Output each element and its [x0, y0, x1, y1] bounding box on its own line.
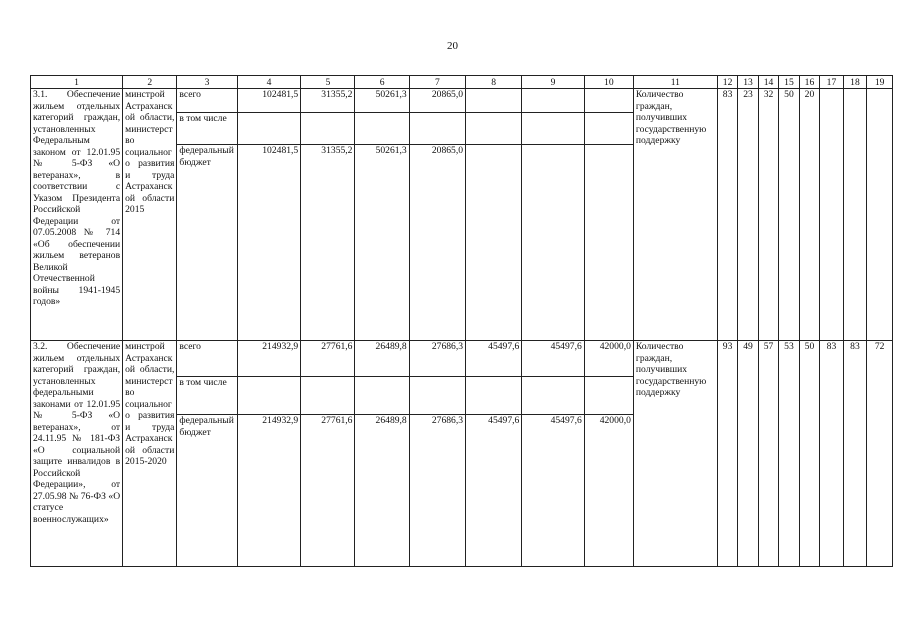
header-cell: 2	[123, 76, 177, 89]
amount-cell: 20865,0	[409, 145, 465, 341]
amount-cell: 45497,6	[522, 341, 584, 377]
header-cell: 4	[237, 76, 300, 89]
amount-cell: 26489,8	[355, 415, 409, 567]
table-row	[31, 89, 893, 113]
amount-cell	[409, 113, 465, 145]
source-label: федеральный бюджет	[177, 145, 237, 341]
source-label: в том числе	[177, 377, 237, 415]
amount-cell	[522, 377, 584, 415]
header-row	[31, 76, 893, 89]
amount-cell	[466, 377, 522, 415]
amount-cell	[522, 145, 584, 341]
header-cell: 12	[717, 76, 737, 89]
header-cell: 17	[820, 76, 844, 89]
amount-cell: 45497,6	[466, 415, 522, 567]
header-cell: 16	[799, 76, 819, 89]
header-cell: 3	[177, 76, 237, 89]
indicator-cell: Количество граждан, получивших государственную поддержку	[633, 341, 717, 567]
indicator-value: 32	[758, 89, 778, 341]
amount-cell: 26489,8	[355, 341, 409, 377]
source-label: всего	[177, 341, 237, 377]
amount-cell: 27761,6	[301, 341, 355, 377]
amount-cell	[301, 377, 355, 415]
indicator-value: 50	[799, 341, 819, 567]
amount-cell: 214932,9	[237, 415, 300, 567]
header-cell: 11	[633, 76, 717, 89]
amount-cell: 45497,6	[522, 415, 584, 567]
header-cell: 10	[584, 76, 633, 89]
header-cell: 13	[738, 76, 758, 89]
amount-cell	[237, 113, 300, 145]
executor-cell: минстрой Астраханской области, министерство социального развития и труда Астраханской области 2015	[123, 89, 177, 341]
indicator-value: 83	[717, 89, 737, 341]
amount-cell	[584, 113, 633, 145]
indicator-value: 57	[758, 341, 778, 567]
program-table	[30, 75, 893, 567]
amount-cell	[584, 89, 633, 113]
amount-cell	[355, 113, 409, 145]
amount-cell: 31355,2	[301, 145, 355, 341]
header-cell: 15	[779, 76, 799, 89]
source-label: федеральный бюджет	[177, 415, 237, 567]
header-cell: 9	[522, 76, 584, 89]
header-cell: 7	[409, 76, 465, 89]
amount-cell: 42000,0	[584, 415, 633, 567]
indicator-value: 23	[738, 89, 758, 341]
amount-cell: 42000,0	[584, 341, 633, 377]
header-cell: 6	[355, 76, 409, 89]
amount-cell	[466, 113, 522, 145]
item-description: 3.1. Обеспечение жильем отдельных категорий граждан, установленных Федеральным законом от 12.01.95 № 5-ФЗ «О ветеранах», в соответствии с Указом Президента Российской Федерации от 07.05.2008 № 714 «Об обеспечении жильем ветеранов Великой Отечественной войны 1941-1945 годов»	[31, 89, 123, 341]
header-cell: 5	[301, 76, 355, 89]
header-cell: 8	[466, 76, 522, 89]
amount-cell: 27686,3	[409, 415, 465, 567]
indicator-value: 83	[820, 341, 844, 567]
amount-cell	[584, 377, 633, 415]
item-description: 3.2. Обеспечение жильем отдельных категорий граждан, установленных федеральными законами от 12.01.95 № 5-ФЗ «О ветеранах», от 24.11.95 № 181-ФЗ «О социальной защите инвалидов в Российской Федерации», от 27.05.98 № 76-ФЗ «О статусе военнослужащих»	[31, 341, 123, 567]
amount-cell	[355, 377, 409, 415]
executor-cell: минстрой Астраханской области, министерство социального развития и труда Астраханской области 2015-2020	[123, 341, 177, 567]
amount-cell: 27686,3	[409, 341, 465, 377]
page-number: 20	[447, 40, 458, 52]
indicator-value: 53	[779, 341, 799, 567]
amount-cell: 45497,6	[466, 341, 522, 377]
header-cell: 18	[843, 76, 867, 89]
indicator-value	[867, 89, 893, 341]
table-row	[31, 341, 893, 377]
amount-cell	[301, 113, 355, 145]
source-label: в том числе	[177, 113, 237, 145]
amount-cell: 50261,3	[355, 145, 409, 341]
amount-cell	[522, 113, 584, 145]
amount-cell: 102481,5	[237, 145, 300, 341]
amount-cell	[584, 145, 633, 341]
indicator-value: 93	[717, 341, 737, 567]
header-cell: 19	[867, 76, 893, 89]
amount-cell: 20865,0	[409, 89, 465, 113]
indicator-value	[820, 89, 844, 341]
indicator-value: 50	[779, 89, 799, 341]
indicator-value	[843, 89, 867, 341]
indicator-value: 72	[867, 341, 893, 567]
amount-cell: 214932,9	[237, 341, 300, 377]
indicator-value: 20	[799, 89, 819, 341]
amount-cell: 27761,6	[301, 415, 355, 567]
amount-cell: 102481,5	[237, 89, 300, 113]
amount-cell	[237, 377, 300, 415]
amount-cell: 31355,2	[301, 89, 355, 113]
amount-cell: 50261,3	[355, 89, 409, 113]
indicator-value: 83	[843, 341, 867, 567]
amount-cell	[409, 377, 465, 415]
amount-cell	[466, 145, 522, 341]
header-cell: 14	[758, 76, 778, 89]
source-label: всего	[177, 89, 237, 113]
indicator-cell: Количество граждан, получивших государственную поддержку	[633, 89, 717, 341]
header-cell: 1	[31, 76, 123, 89]
amount-cell	[522, 89, 584, 113]
amount-cell	[466, 89, 522, 113]
indicator-value: 49	[738, 341, 758, 567]
